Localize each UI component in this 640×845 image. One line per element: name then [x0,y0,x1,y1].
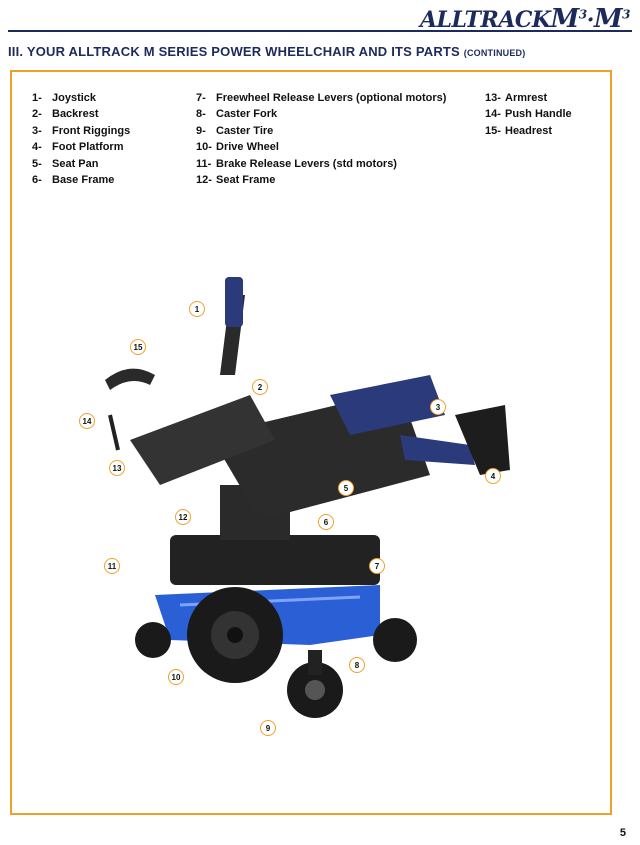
part-item: 14- Push Handle [485,108,572,121]
callout-9: 9 [260,720,276,736]
part-item: 5- Seat Pan [32,157,99,170]
part-item: 7- Freewheel Release Levers (optional motors) [196,92,447,104]
callout-11: 11 [104,558,120,574]
part-item: 12- Seat Frame [196,174,276,187]
callout-15: 15 [130,339,146,355]
part-item: 13- Armrest [485,92,548,104]
push-handle-shape [110,415,118,450]
part-item: 8- Caster Fork [196,108,278,121]
part-item: 9- Caster Tire [196,124,274,137]
page-number: 5 [619,827,626,839]
part-item: 3- Front Riggings [32,124,131,137]
callout-13: 13 [109,460,125,476]
part-item: 15- Headrest [485,124,553,137]
brand-logo: $ALLTRACKM^3\cdot M^3$ [419,4,630,34]
callout-12: 12 [175,509,191,525]
part-item: 11- Brake Release Levers (std motors) [196,157,397,170]
callout-8: 8 [349,657,365,673]
section-heading: III. YOUR ALLTRACK M SERIES POWER WHEELCHAIR AND ITS PARTS (CONTINUED) [8,44,526,59]
parts-list-col2 [196,90,446,188]
parts-list-col1 [32,90,130,188]
callout-2: 2 [252,379,268,395]
callout-6: 6 [318,514,334,530]
callout-7: 7 [369,558,385,574]
part-item: 6- Base Frame [32,174,115,187]
callout-14: 14 [79,413,95,429]
callout-5: 5 [338,480,354,496]
part-item: 2- Backrest [32,108,99,121]
callout-4: 4 [485,468,501,484]
base-frame-shape [170,535,380,585]
rear-caster-right [373,618,417,662]
rear-caster-left [135,622,171,658]
joystick-shape [225,277,243,327]
part-item: 4- Foot Platform [32,141,124,154]
caster-fork-shape [308,650,322,675]
parts-list-col3 [485,90,572,139]
part-item: 1- Joystick [32,92,97,104]
cushion-shape [330,375,445,435]
headrest-shape [105,369,155,390]
part-item: 10- Drive Wheel [196,141,279,154]
callout-1: 1 [189,301,205,317]
header-rule [8,30,632,32]
foot-platform-shape [455,405,510,475]
wheelchair-illustration [60,265,600,745]
callout-10: 10 [168,669,184,685]
callout-3: 3 [430,399,446,415]
